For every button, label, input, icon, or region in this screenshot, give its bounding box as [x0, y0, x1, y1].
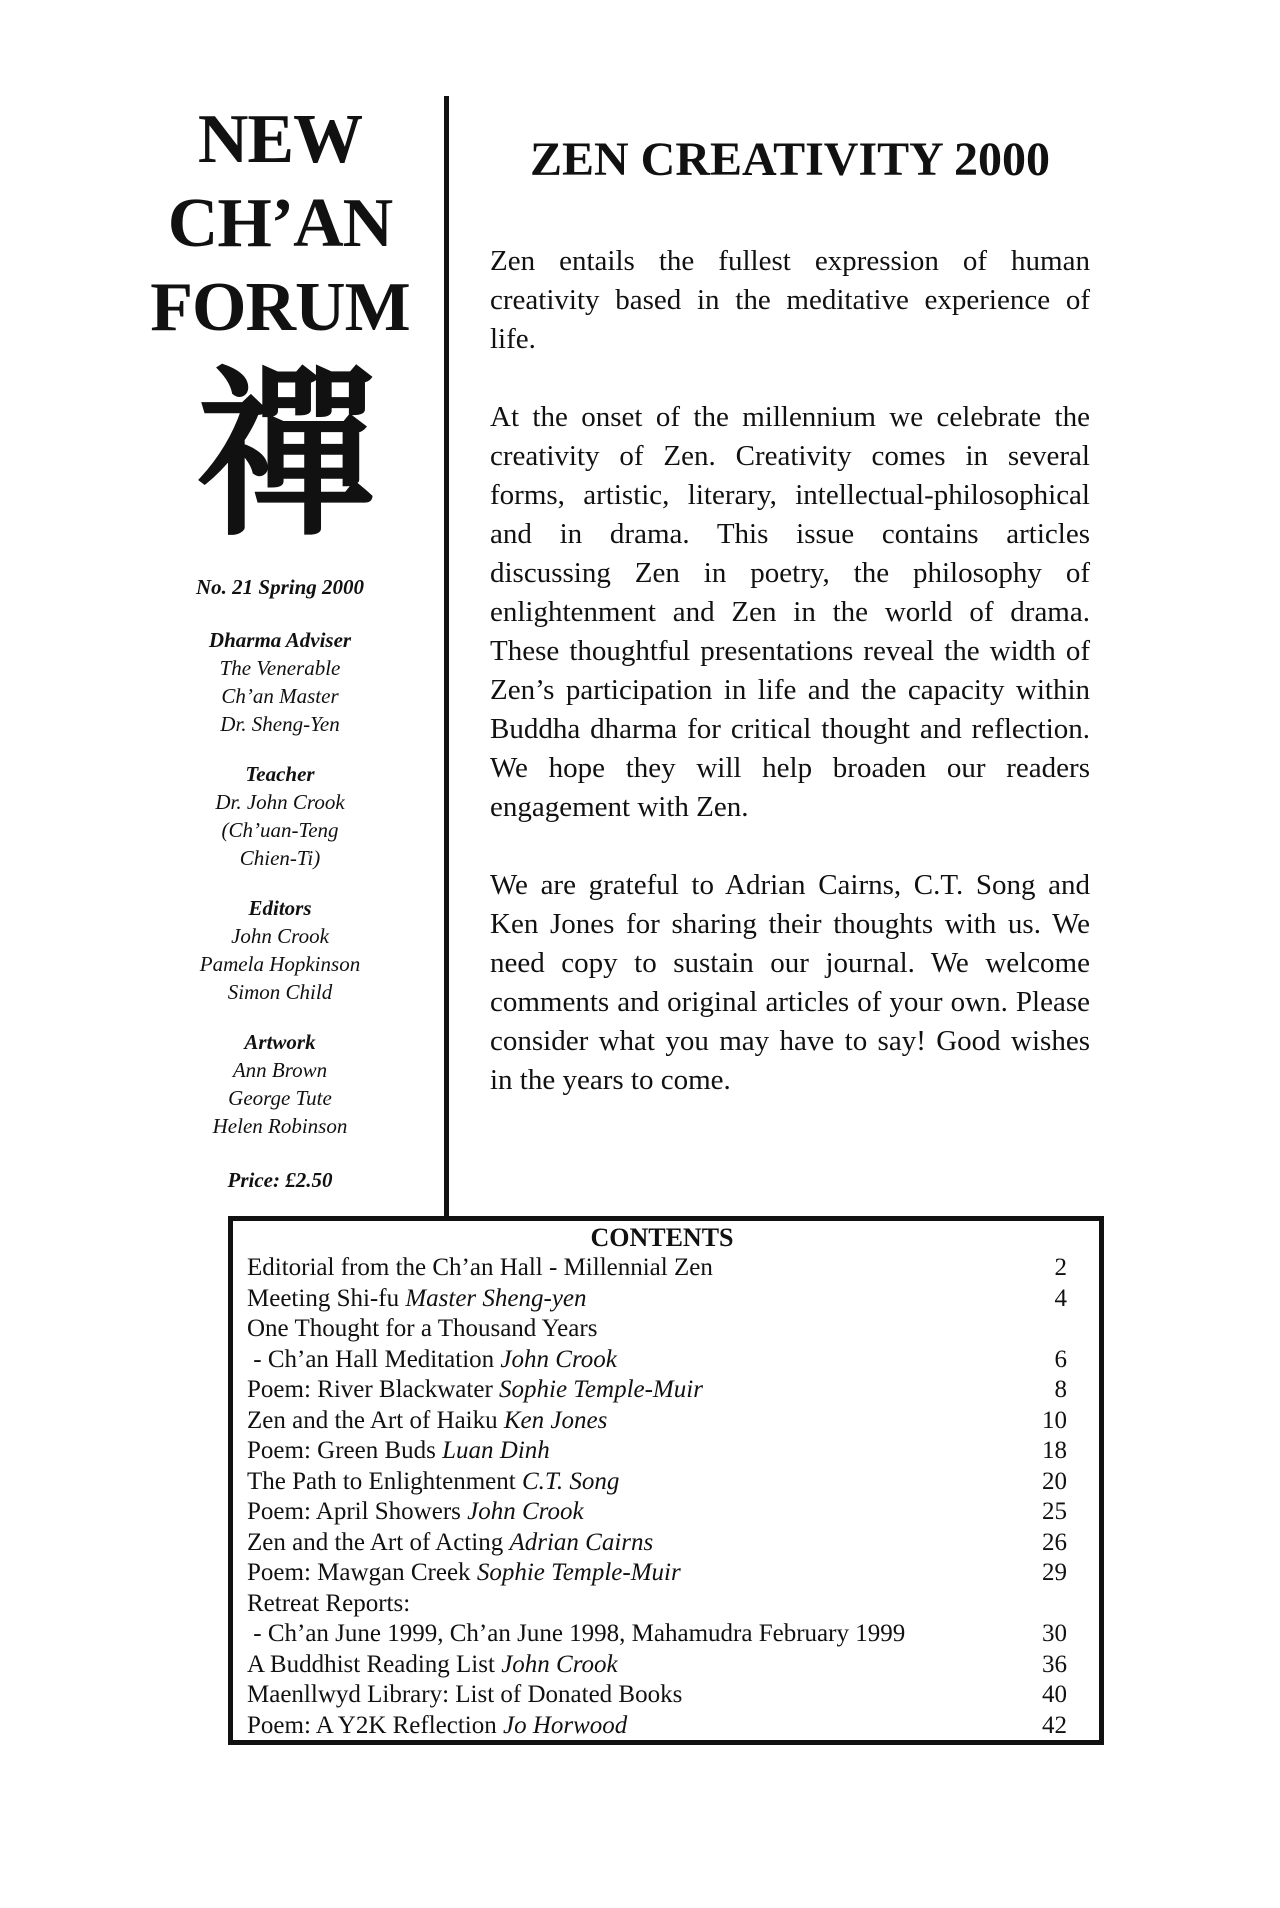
- contents-entry-title: The Path to Enlightenment C.T. Song: [247, 1467, 620, 1495]
- contents-page-number: 20: [1042, 1467, 1067, 1495]
- credit-block: [150, 760, 410, 872]
- contents-row: [247, 1528, 1077, 1559]
- contents-entry-title: Zen and the Art of Acting Adrian Cairns: [247, 1528, 654, 1556]
- credit-name: Dr. John Crook: [215, 790, 345, 814]
- contents-entry-author: Adrian Cairns: [509, 1528, 654, 1556]
- contents-row: [247, 1253, 1077, 1284]
- credit-heading: Editors: [248, 896, 312, 920]
- contents-entry-title: Poem: A Y2K Reflection Jo Horwood: [247, 1711, 628, 1739]
- masthead-line-1: NEW: [197, 101, 363, 178]
- contents-entry-author: Sophie Temple-Muir: [476, 1559, 681, 1586]
- masthead: [132, 98, 428, 350]
- contents-page-number: 29: [1042, 1559, 1067, 1586]
- contents-page-number: [1027, 1314, 1077, 1345]
- contents-page-number: 26: [1042, 1528, 1067, 1556]
- credits-column: [150, 575, 410, 1193]
- contents-entry-author: Ken Jones: [503, 1406, 608, 1434]
- contents-entry-author: John Crook: [467, 1498, 584, 1525]
- credit-name: Chien-Ti): [239, 846, 321, 870]
- contents-row: [247, 1711, 1077, 1742]
- contents-entry-title: Editorial from the Ch’an Hall - Millennial Zen: [247, 1254, 713, 1281]
- credit-name: The Venerable: [219, 656, 341, 680]
- credit-name: Simon Child: [227, 980, 333, 1004]
- contents-row: [247, 1619, 1077, 1650]
- contents-entry-title: Poem: Mawgan Creek Sophie Temple-Muir: [247, 1559, 681, 1586]
- contents-row: [247, 1589, 1077, 1620]
- contents-page-number: 18: [1042, 1437, 1067, 1464]
- contents-page-number: 4: [1054, 1284, 1067, 1312]
- contents-entry-title: Retreat Reports:: [247, 1589, 411, 1617]
- contents-row: [247, 1650, 1077, 1681]
- credit-name: Ann Brown: [232, 1058, 328, 1082]
- contents-entry-author: Jo Horwood: [503, 1711, 628, 1739]
- contents-row: [247, 1497, 1077, 1528]
- credit-name: George Tute: [228, 1086, 332, 1110]
- contents-row: [247, 1436, 1077, 1467]
- contents-entry-author: John Crook: [500, 1345, 617, 1373]
- masthead-line-3: FORUM: [150, 269, 410, 346]
- contents-page-number: 6: [1054, 1345, 1067, 1373]
- article-paragraph: At the onset of the millennium we celebrate the creativity of Zen. Creativity comes in several forms, artistic, literary, intellectual-philosophical and in drama. This issue contains articles discussing Zen in poetry, the philosophy of enlightenment and Zen in the world of drama. These thoughtful presentations reveal the width of Zen’s participation in life and the capacity within Buddha dharma for critical thought and reflection. We hope they will help broaden our readers engagement with Zen.: [490, 401, 1090, 823]
- credit-name: Ch’an Master: [221, 684, 339, 708]
- masthead-line-2: CH’AN: [167, 185, 393, 262]
- contents-page-number: 42: [1042, 1711, 1067, 1739]
- article-body: [490, 242, 1090, 1139]
- credit-name: Pamela Hopkinson: [199, 952, 361, 976]
- article-paragraph: Zen entails the fullest expression of human creativity based in the meditative experience of life.: [490, 245, 1090, 355]
- credit-block: [150, 626, 410, 738]
- contents-entry-title: Zen and the Art of Haiku Ken Jones: [247, 1406, 608, 1434]
- contents-entry-author: John Crook: [501, 1650, 618, 1678]
- contents-entry-author: C.T. Song: [521, 1467, 620, 1495]
- credit-name: Helen Robinson: [212, 1114, 348, 1138]
- issue-number: No. 21 Spring 2000: [195, 575, 365, 599]
- contents-entry-title: One Thought for a Thousand Years: [247, 1315, 598, 1342]
- contents-row: [247, 1558, 1077, 1589]
- contents-page-number: 8: [1054, 1376, 1067, 1403]
- credits-list: [150, 626, 410, 1140]
- contents-row: [247, 1406, 1077, 1437]
- contents-page-number: 10: [1042, 1406, 1067, 1434]
- contents-entry-title: Poem: Green Buds Luan Dinh: [247, 1437, 550, 1464]
- credit-heading: Artwork: [244, 1030, 316, 1054]
- contents-box: [228, 1216, 1104, 1745]
- contents-page-number: 36: [1042, 1650, 1067, 1678]
- price: Price: £2.50: [227, 1168, 333, 1192]
- credit-heading: Dharma Adviser: [208, 628, 352, 652]
- credit-block: [150, 1028, 410, 1140]
- contents-row: [247, 1680, 1077, 1711]
- contents-entry-author: Luan Dinh: [442, 1437, 550, 1464]
- contents-entry-title: A Buddhist Reading List John Crook: [247, 1650, 618, 1678]
- contents-entry-title: Poem: River Blackwater Sophie Temple-Muir: [247, 1376, 703, 1403]
- credit-name: (Ch’uan-Teng: [221, 818, 339, 842]
- contents-entry-title: Maenllwyd Library: List of Donated Books: [247, 1681, 683, 1708]
- credit-name: Dr. Sheng-Yen: [220, 712, 340, 736]
- contents-title: CONTENTS: [590, 1223, 734, 1252]
- contents-entry-title: Meeting Shi-fu Master Sheng-yen: [247, 1284, 587, 1312]
- column-divider: [444, 96, 449, 1216]
- article-paragraph: We are grateful to Adrian Cairns, C.T. Song and Ken Jones for sharing their thoughts with us. We need copy to sustain our journal. We welcome comments and original articles of your own. Please consider what you may have to say! Good wishes in the years to come.: [490, 869, 1090, 1096]
- contents-row: [247, 1375, 1077, 1406]
- credit-heading: Teacher: [245, 762, 315, 786]
- contents-page-number: [1027, 1589, 1077, 1620]
- contents-row: [247, 1467, 1077, 1498]
- contents-row: [247, 1314, 1077, 1345]
- contents-page-number: 25: [1042, 1498, 1067, 1525]
- contents-row: [247, 1284, 1077, 1315]
- contents-page-number: 2: [1054, 1254, 1067, 1281]
- contents-page-number: 30: [1042, 1620, 1067, 1647]
- chan-calligraphy-glyph: 禪: [196, 352, 377, 561]
- article-title: ZEN CREATIVITY 2000: [529, 133, 1051, 186]
- contents-entry-title: - Ch’an June 1999, Ch’an June 1998, Mahamudra February 1999: [247, 1620, 906, 1647]
- contents-entry-title: Poem: April Showers John Crook: [247, 1498, 584, 1525]
- contents-entry-author: Sophie Temple-Muir: [499, 1376, 703, 1403]
- contents-row: [247, 1345, 1077, 1376]
- contents-entry-title: - Ch’an Hall Meditation John Crook: [247, 1345, 617, 1373]
- contents-page-number: 40: [1042, 1681, 1067, 1708]
- contents-list: [247, 1253, 1077, 1741]
- contents-entry-author: Master Sheng-yen: [405, 1284, 587, 1312]
- credit-block: [150, 894, 410, 1006]
- credit-name: John Crook: [231, 924, 329, 948]
